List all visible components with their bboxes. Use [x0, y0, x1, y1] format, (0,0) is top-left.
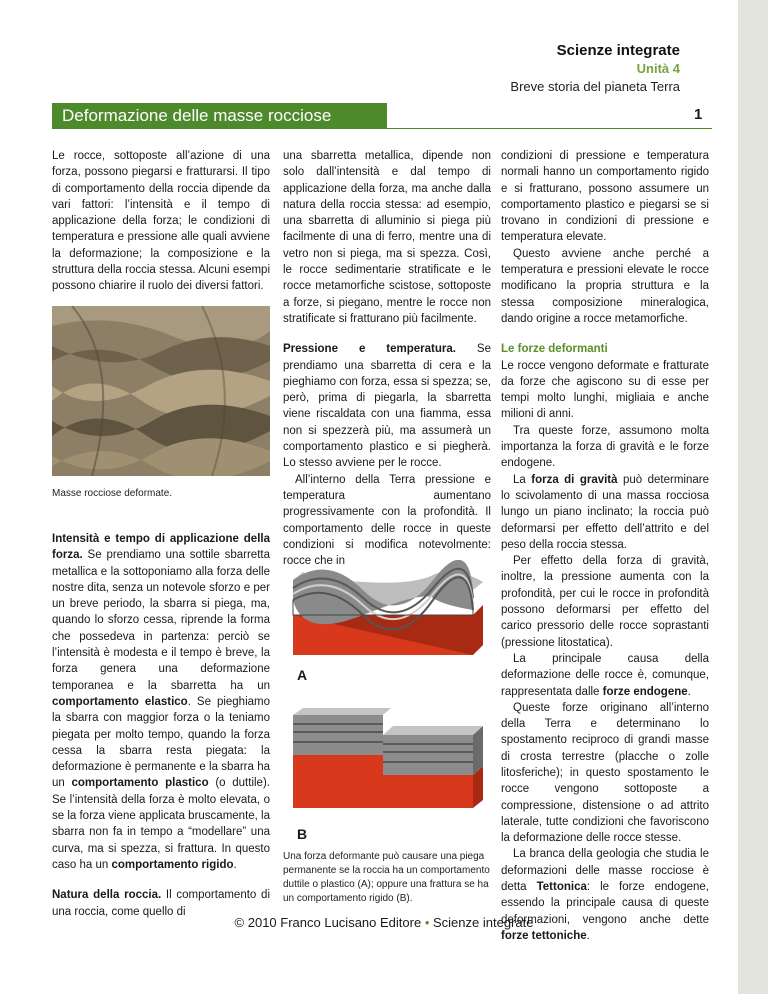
- side-margin-bar: [738, 0, 768, 994]
- title-rule: [52, 128, 712, 129]
- page-footer: [0, 915, 768, 930]
- photo-caption: Masse rocciose deformate.: [52, 488, 173, 499]
- footer-book: Scienze integrate: [433, 915, 534, 930]
- book-title: Scienze integrate: [556, 42, 680, 59]
- column-1-top: [52, 148, 270, 295]
- deformed-rocks-photo: [52, 306, 270, 476]
- fold-diagram-a: [283, 560, 493, 680]
- paragraph-lithostatic: Per effetto della forza di gravità, inoltre, la pressione aumenta con la profondità, per cui le rocce in profondità possono deformarsi per effetto del carico pressorio delle rocce soprastanti (pressione litostatica).: [501, 555, 709, 649]
- paragraph-material: una sbarretta metallica, dipende non solo dall’intensità e dal tempo di applicazione della forza, ma anche dalla natura della roccia stessa: ad esempio, una sbarretta di alluminio si piega più facilmente di una di ferro, mentre una di vetro non si piega, ma si spezza. Così, le rocce sedimentarie stratificate e le rocce metamorfiche scistose, sottoposte a forze, si piegano, mentre le rocce non stratificate si fratturano più facilmente.: [283, 150, 491, 325]
- intro-paragraph: Le rocce, sottoposte all’azione di una forza, possono piegarsi e fratturarsi. Il tipo di comportamento della roccia dipende da vari fattori: l’intensità e il tempo di applicazione della forza; le condizioni di temperatura e pressione alle quali avviene la deformazione; la composizione e la struttura della roccia stessa. Alcuni esempi possono chiarire il ruolo dei diversi fattori.: [52, 150, 270, 293]
- running-header: [510, 42, 680, 96]
- paragraph-gravity: La forza di gravità può determinare lo scivolamento di una massa rocciosa lungo un piano inclinato; la roccia può deformarsi per effetto dell’attrito e del peso della roccia stessa.: [501, 473, 709, 551]
- heading-pressure: Pressione e temperatura.: [283, 343, 456, 356]
- heading-deforming-forces: Le forze deformanti: [501, 343, 608, 356]
- paragraph-forces-list: Tra queste forze, assumono molta importanza la forza di gravità e le forze endogene.: [501, 424, 709, 470]
- column-1-bottom: [52, 531, 270, 920]
- paragraph-intensity: Intensità e tempo di applicazione della forza. Se prendiamo una sottile sbarretta metallica e la sottoponiamo alla forza delle nostre dita, senza un notevole sforzo e per un breve periodo, la sbarra si piega, ma, quando lo sforzo cessa, riprende la forma che possedeva in partenza: perciò se l’intensità è modesta e il tempo è breve, la forza genera una deformazione temporanea e la sbarretta ha un comportamento elastico. Se pieghiamo la sbarra con maggior forza o la teniamo piegata per molto tempo, quando la forza cessa la sbarra resta piegata: la deformazione è permanente e la sbarra ha un comportamento plastico (o duttile). Se l’intensità della forza è molto elevata, o se la forza viene applicata bruscamente, la sbarra non fa in tempo a “modellare” una curva, ma si spezza, si frattura. In questo caso ha un comportamento rigido.: [52, 533, 271, 871]
- paragraph-pressure: Pressione e temperatura. Se prendiamo una sbarretta di cera e la pieghiamo con forza, essa si spezza; se, però, prima di piegarla, la sbarretta viene riscaldata con una fiamma, essa non si spezzerà più, ma assumerà un comportamento plastico e si piegherà. Lo stesso avviene per le rocce.: [283, 343, 492, 470]
- paragraph-endogenous: La principale causa della deformazione delle rocce è, comunque, rappresentata dalle forze endogene.: [501, 652, 709, 698]
- footer-separator: •: [424, 915, 430, 930]
- paragraph-conditions: condizioni di pressione e temperatura normali hanno un comportamento rigido e si fratturano, possono assumere un comportamento plastico e piegarsi se si trovano in condizioni di pressione e temperatura elevate.: [501, 150, 709, 244]
- footer-copyright: © 2010 Franco Lucisano Editore: [234, 915, 422, 930]
- paragraph-tectonics: La branca della geologia che studia le deformazioni delle masse rocciose è detta Tettonica: le forze endogene, essendo la principale causa di queste deformazioni, vengono anche dette forze tettoniche.: [501, 848, 709, 942]
- chapter-number: 1: [694, 106, 703, 123]
- unit-subtitle: Breve storia del pianeta Terra: [510, 79, 680, 94]
- section-title-bar: [52, 103, 387, 129]
- figure-label-b: B: [297, 826, 308, 842]
- paragraph-depth: All’interno della Terra pressione e temperatura aumentano progressivamente con la profondità. Il comportamento delle rocce in queste condizioni si modifica notevolmente: rocce che in: [283, 473, 491, 568]
- heading-nature: Natura della roccia.: [52, 889, 162, 902]
- section-title: Deformazione delle masse rocciose: [62, 106, 332, 125]
- column-2-top: [283, 148, 491, 569]
- fault-diagram-b: [283, 700, 493, 820]
- column-3: [501, 148, 709, 944]
- paragraph-forces-intro: Le rocce vengono deformate e fratturate da forze che agiscono su di esse per tempi molto lunghi, migliaia e anche milioni di anni.: [501, 359, 709, 421]
- paragraph-plates: Queste forze originano all’interno della Terra e determinano lo spostamento reciproco di grandi masse di crosta terrestre (placche o zolle litosferiche); in questo spostamento le rocce vengono sottoposte a compressione, distensione o ad attrito laterale, tutte condizioni che favoriscono la deformazione delle rocce stesse.: [501, 701, 709, 845]
- unit-label: Unità 4: [636, 61, 680, 76]
- paragraph-nature: Natura della roccia. Il comportamento di una roccia, come quello di: [52, 889, 270, 918]
- paragraph-metamorphic: Questo avviene anche perché a temperatura e pressioni elevate le rocce modificano la propria struttura e la stessa composizione mineralogica, dando origine a rocce metamorfiche.: [501, 247, 709, 325]
- figure-label-a: A: [297, 667, 308, 683]
- heading-intensity: Intensità e tempo di applicazione della forza.: [52, 533, 270, 562]
- figure-caption: Una forza deformante può causare una piega permanente se la roccia ha un comportamento duttile o plastico (A); oppure una frattura se ha un comportamento rigido (B).: [283, 851, 490, 904]
